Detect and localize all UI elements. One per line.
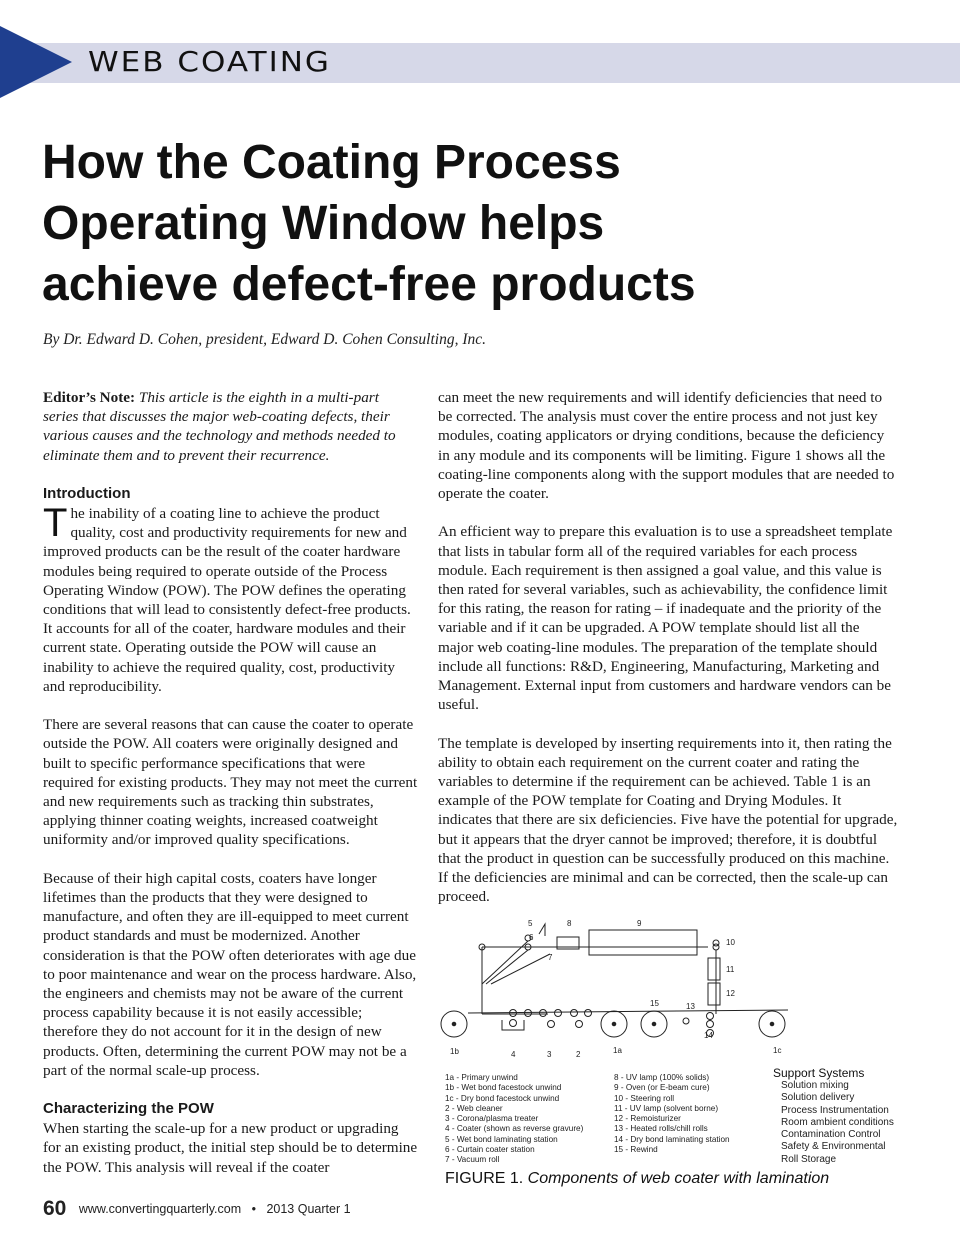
body-paragraph: Because of their high capital costs, coaters have longer lifetimes than the products that they were designed to manufacture, and often they are ill-equipped to meet current product standards and must be modernized. Another consideration is that the POW often deteriorates with age due to poor maintenance and wear on the process hardware. Also, the engineers and chemists may not be aware of the current process capability because it is not easily accessible; therefore they do not account for it in the design of new products. Often, determining the current POW may not be a part of the normal scale-up process.: [43, 869, 417, 1079]
figure-number: 15: [650, 999, 659, 1008]
figure-number: 1a: [613, 1046, 622, 1055]
characterizing-heading: Characterizing the POW: [43, 1100, 214, 1118]
support-item: Room ambient conditions: [781, 1116, 894, 1128]
figure-1: [438, 914, 908, 1204]
section-label: WEB COATING: [88, 46, 331, 79]
figure-number: 11: [726, 965, 735, 974]
legend-item: 11 - UV lamp (solvent borne): [614, 1103, 719, 1113]
support-systems: [773, 1067, 894, 1166]
legend-item: 1b - Wet bond facestock unwind: [445, 1083, 562, 1093]
figure-number: 7: [548, 953, 553, 962]
support-item: Roll Storage: [781, 1153, 837, 1165]
legend-item: 4 - Coater (shown as reverse gravure): [445, 1124, 584, 1134]
right-column: [438, 388, 898, 926]
support-item: Contamination Control: [781, 1129, 881, 1141]
article-title: [42, 132, 922, 315]
title-line: Operating Window helps: [42, 197, 605, 250]
editors-note-text: This article is the eighth in a multi-part series that discusses the major web-coating defects, their various causes and the technology and methods needed to eliminate them and to prevent their recurrence.: [43, 389, 396, 464]
legend-item: 15 - Rewind: [614, 1145, 658, 1155]
figure-number: 1c: [773, 1046, 782, 1055]
legend-item: 10 - Steering roll: [614, 1093, 675, 1103]
figure-number: 1b: [450, 1047, 459, 1056]
support-systems-title: Support Systems: [773, 1066, 865, 1080]
figure-number: 8: [567, 919, 572, 928]
intro-paragraph: [43, 501, 418, 696]
body-paragraph: There are several reasons that can cause the coater to operate outside the POW. All coaters were originally designed and built to specific performance specifications that were required for existing products. They may not meet the current and new requirements such as tracking thin substrates, applying thinner coating weights, increased coatweight uniformity and/or improved quality specifications.: [43, 716, 418, 849]
figure-caption-text: Components of web coater with lamination: [523, 1170, 830, 1187]
figure-number: 9: [637, 919, 642, 928]
support-item: Safety & Environmental: [781, 1141, 886, 1153]
legend-item: 1c - Dry bond facestock unwind: [445, 1093, 560, 1103]
title-line: achieve defect-free products: [42, 258, 696, 311]
figure-caption: [445, 1170, 829, 1188]
body-paragraph: can meet the new requirements and will identify deficiencies that need to be corrected. The analysis must cover the entire process and not just key modules, coating applicators or drying conditions, because the deficiency in any module and its components will be limiting. Figure 1 shows all the coating-line components along with the support modules that are needed to operate the coater.: [438, 389, 895, 503]
left-column: [43, 388, 418, 1177]
figure-number: 3: [547, 1050, 552, 1059]
byline: By Dr. Edward D. Cohen, president, Edward D. Cohen Consulting, Inc.: [43, 331, 487, 348]
figure-number: 5: [528, 919, 533, 928]
footer-separator: •: [251, 1202, 256, 1216]
legend-item: 2 - Web cleaner: [445, 1103, 503, 1113]
body-paragraph: When starting the scale-up for a new product or upgrading for an existing product, the initial step should be to determine the POW. This analysis will reveal if the coater: [43, 1120, 418, 1176]
figure-caption-label: FIGURE 1.: [445, 1170, 524, 1187]
figure-number: 14: [704, 1031, 713, 1040]
intro-heading: Introduction: [43, 485, 131, 502]
web-coater-diagram: [438, 914, 808, 1064]
editors-note: [43, 388, 418, 465]
legend-item: 5 - Wet bond laminating station: [445, 1134, 558, 1144]
legend-left: [445, 1073, 583, 1166]
legend-item: 8 - UV lamp (100% solids): [614, 1073, 710, 1082]
figure-number: 12: [726, 989, 735, 998]
figure-number: 6: [529, 933, 534, 942]
figure-number: 13: [686, 1002, 695, 1011]
editors-note-label: Editor’s Note:: [43, 389, 136, 406]
footer-website: www.convertingquarterly.com: [78, 1202, 242, 1216]
footer-issue: 2013 Quarter 1: [266, 1202, 351, 1216]
support-item: Solution delivery: [781, 1092, 855, 1104]
legend-item: 12 - Remoisturizer: [614, 1114, 681, 1124]
support-item: Solution mixing: [781, 1080, 849, 1091]
legend-item: 13 - Heated rolls/chill rolls: [614, 1124, 708, 1134]
legend-item: 3 - Corona/plasma treater: [445, 1114, 539, 1124]
section-marker-triangle-icon: [0, 26, 72, 98]
legend-item: 1a - Primary unwind: [445, 1073, 518, 1082]
body-paragraph: An efficient way to prepare this evaluation is to use a spreadsheet template that lists in tabular form all of the required variables for each process module. Each requirement is then assigned a goal value, and this value is then rated for several variables, such as achievability, the confidence limit for this rating, the reason for rating – if inadequate and the priority of the variable and if it can be upgraded. A POW template should list all the major web coating-line modules. The preparation of the template should include all functions: R&D, Engineering, Manufacturing, Marketing and Management. External input from customers and hardware vendors can be useful.: [438, 523, 893, 714]
page-footer: [43, 1197, 351, 1221]
figure-number: 4: [511, 1050, 516, 1059]
title-line: How the Coating Process: [42, 136, 621, 189]
figure-number: 10: [726, 938, 735, 947]
body-paragraph: The template is developed by inserting requirements into it, then rating the ability to obtain each requirement on the current coater and rating the variables to determine if the requirement can be achieved. Table 1 is an example of the POW template for Coating and Drying Modules. It indicates that there are six deficiencies. Five have the potential for upgrade, but it appears that the dryer cannot be improved; therefore, it is doubtful that the product in question can be successfully produced on this machine. If the deficiencies are minimal and can be corrected, then the scale-up can proceed.: [438, 734, 898, 906]
legend-item: 7 - Vacuum roll: [445, 1155, 500, 1165]
figure-number: 2: [576, 1050, 581, 1059]
page-number: 60: [43, 1197, 67, 1220]
intro-paragraph-text: he inability of a coating line to achieve the product quality, cost and productivity requirements for new and improved products can be the result of the coater hardware modules being required to operate outside of the Process Operating Window (POW). The POW defines the operating conditions that will lead to consistently defect-free products. It accounts for all of the coater, hardware modules and their current state. Operating outside the POW will cause an inability to achieve the required quality, cost, productivity and reproducibility.: [43, 505, 411, 695]
legend-item: 14 - Dry bond laminating station: [614, 1134, 730, 1144]
legend-middle: [614, 1073, 730, 1155]
legend-item: 6 - Curtain coater station: [445, 1145, 535, 1155]
legend-item: 9 - Oven (or E-beam cure): [614, 1083, 710, 1093]
drop-cap: T: [43, 501, 68, 545]
support-item: Process Instrumentation: [781, 1104, 889, 1116]
